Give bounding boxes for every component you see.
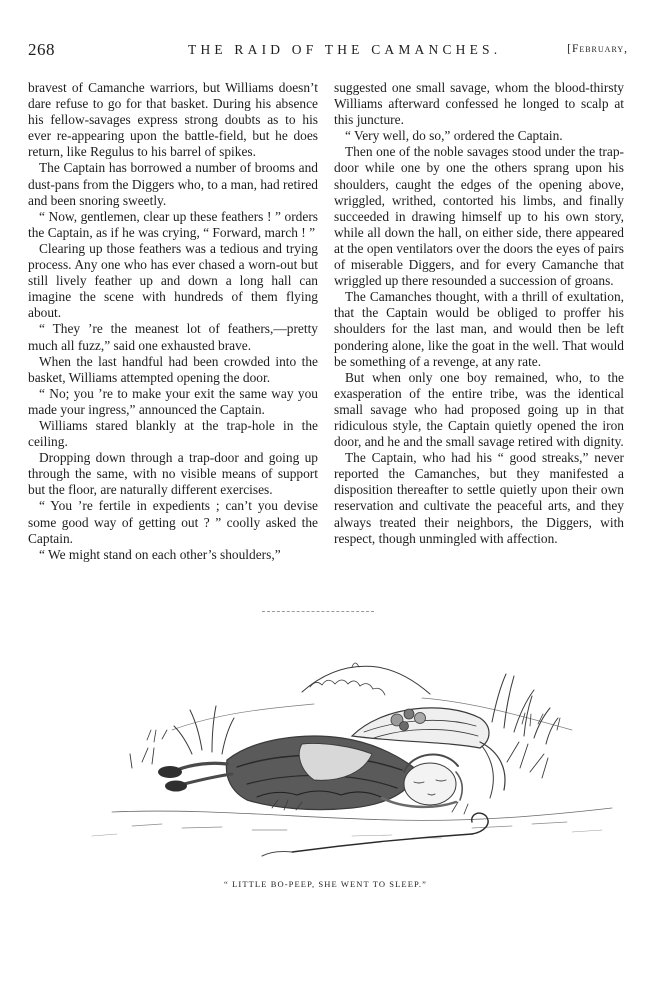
- paragraph: “ No; you ’re to make your exit the same way you made your ingress,” announced the Captain.: [28, 385, 318, 417]
- paragraph: The Camanches thought, with a thrill of exultation, that the Captain would be obliged to proffer his shoulders for the last man, and would then be left pondering alone, like the goat in the well. That would be something of a revenge, at any rate.: [334, 289, 624, 369]
- paragraph: Dropping down through a trap-door and going up through the same, with no visible means of support but the floor, are naturally different exercises.: [28, 450, 318, 498]
- running-header: [28, 40, 628, 64]
- paragraph: “ Very well, do so,” ordered the Captain.: [345, 128, 563, 144]
- paragraph: But when only one boy remained, who, to the exasperation of the entire tribe, was the identical small savage who had proposed going up in that ridiculous style, the Captain quietly opened the iron door, and he and the small savage retired with dignity.: [334, 369, 624, 450]
- figure-caption: “ LITTLE BO-PEEP, SHE WENT TO SLEEP.”: [224, 879, 427, 889]
- paragraph: Then one of the noble savages stood under the trap-door while one by one the others sprang upon his shoulders, caught the edges of the opening above, wriggled, writhed, contorted his limbs, and finally succeeded in drawing himself up to his own story, while all down the hall, on either side, there appeared at the open ventilators over the doors the eyes of pairs of miserable Diggers, and for every Camanche that wriggled up there resounded a succession of groans.: [334, 144, 624, 289]
- paragraph: suggested one small savage, whom the blood-thirsty Williams afterward confessed he longed to scalp at this juncture.: [334, 80, 624, 128]
- paragraph: Clearing up those feathers was a tedious and trying process. Any one who has ever chased a worn-out but still lively feather up and down a long hall can imagine the scene with hundreds of them flying about.: [28, 240, 318, 321]
- paragraph: “ You ’re fertile in expedients ; can’t you devise some good way of getting out ? ” coolly asked the Captain.: [28, 498, 318, 546]
- page-number: 268: [28, 40, 55, 59]
- paragraph: Williams stared blankly at the trap-hole in the ceiling.: [28, 417, 318, 450]
- right-column: [334, 80, 624, 547]
- running-title: THE RAID OF THE CAMANCHES.: [188, 42, 502, 57]
- paragraph: “ Now, gentlemen, clear up these feathers ! ” orders the Captain, as if he was crying, “ Forward, march ! ”: [28, 208, 318, 240]
- left-column: [28, 80, 318, 563]
- paragraph: “ They ’re the meanest lot of feathers,—pretty much all fuzz,” said one exhausted brave.: [28, 321, 318, 353]
- paragraph: When the last handful had been crowded into the basket, Williams attempted opening the door.: [28, 353, 318, 385]
- running-month: [February,: [567, 43, 628, 55]
- paragraph: The Captain has borrowed a number of brooms and dust-pans from the Diggers who, to a man, had retired and been snoring sweetly.: [28, 160, 318, 208]
- sleeping-girl-engraving: [52, 612, 627, 880]
- paragraph: bravest of Camanche warriors, but Williams doesn’t dare refuse to go for that basket. During his absence his fellow-savages express strong doubts as to his ever re-appearing upon the battle-field, but he does return, like Regulus to his barrel of spikes.: [28, 80, 318, 160]
- paragraph: “ We might stand on each other’s shoulders,”: [39, 546, 281, 562]
- paragraph: The Captain, who had his “ good streaks,” never reported the Camanches, but they manifested a disposition thereafter to settle quietly upon their own reservation and cultivate the peaceful arts, and they always treated their neighbors, the Diggers, with respect, though unmingled with affection.: [334, 450, 624, 546]
